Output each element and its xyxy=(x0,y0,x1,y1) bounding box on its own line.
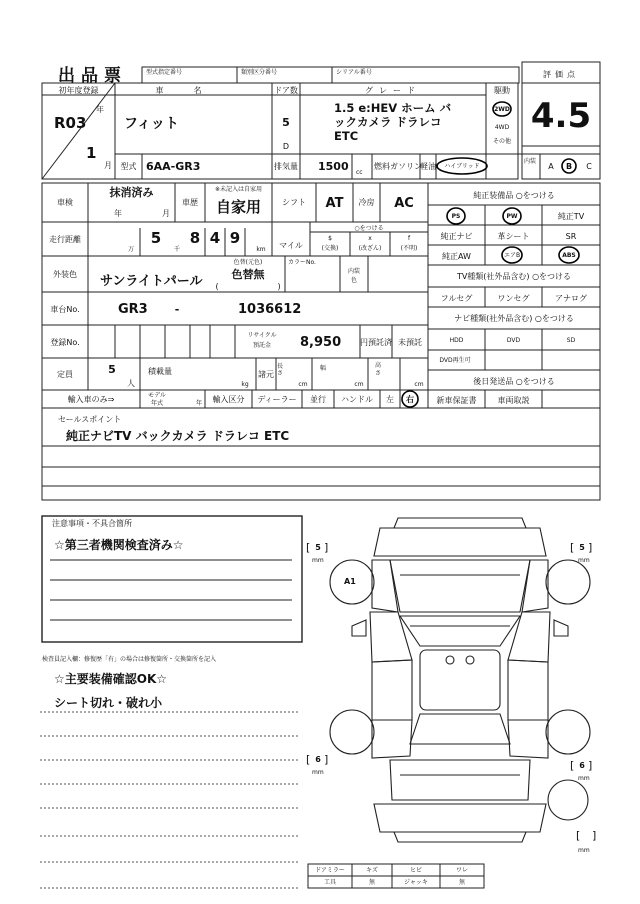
later-warranty: 新車保証書 xyxy=(436,395,477,405)
handle-label: ハンドル xyxy=(341,394,373,404)
load-kg-unit: kg xyxy=(241,380,249,388)
recycle-label-1: リサイクル xyxy=(247,331,277,339)
tire-spare-bracket-close: ] xyxy=(592,828,597,842)
interior-grade-a: A xyxy=(548,161,554,171)
color-value: サンライトパール xyxy=(100,273,203,289)
tire-spare-bracket-open: [ xyxy=(576,828,581,842)
drive-2wd: 2WD xyxy=(494,105,510,113)
tire-fr-depth: 5 xyxy=(579,542,585,552)
recycle-unpaid: 未預託 xyxy=(398,337,422,347)
footer-scratch: キズ xyxy=(366,866,378,874)
navi-type-title: ナビ種類(社外品含む) ○をつける xyxy=(454,313,574,323)
notes-label: 注意事項・不具合箇所 xyxy=(52,518,132,528)
exchange-label: (交換) xyxy=(321,244,339,252)
fuel-gasoline: ガソリン xyxy=(390,161,422,171)
import-parallel: 並行 xyxy=(310,394,326,404)
drive-label: 駆動 xyxy=(494,85,510,95)
chassis-number: 1036612 xyxy=(238,301,302,317)
handle-right: 右 xyxy=(406,394,414,404)
equipment-title: 純正装備品 ○をつける xyxy=(473,190,555,200)
chassis-label: 車台No. xyxy=(50,304,80,314)
navi-sd: SD xyxy=(566,336,576,344)
mileage-digit-1: 8 xyxy=(189,229,201,247)
drive-other: その他 xyxy=(492,137,511,145)
modified-symbol: x xyxy=(368,234,372,242)
damage-mark-a1: A1 xyxy=(344,576,356,586)
mileage-label: 走行距離 xyxy=(49,234,81,244)
form-title: 出品票 xyxy=(58,65,127,86)
inspector-label: 検査員記入欄：修復歴「有」の場合は修復箇所・交換箇所を記入 xyxy=(42,655,217,663)
equip-leather: 革シート xyxy=(497,231,530,241)
capacity-label: 定員 xyxy=(57,369,73,379)
interior-grade-c: C xyxy=(586,161,592,171)
tire-rl-mm: mm xyxy=(312,768,324,776)
modified-label: (改ざん) xyxy=(358,244,382,252)
equip-navi: 純正ナビ xyxy=(440,231,473,241)
equip-tv: 純正TV xyxy=(557,211,585,221)
drive-4wd: 4WD xyxy=(494,123,510,131)
score-value: 4.5 xyxy=(530,96,592,136)
tire-fr-bracket-close: ] xyxy=(588,540,593,554)
equip-airbag: エアB xyxy=(503,251,521,259)
shift-value: AT xyxy=(325,195,344,211)
tv-oneseg: ワンセグ xyxy=(497,293,530,303)
length-label: 長さ xyxy=(276,363,283,377)
later-manual: 車両取説 xyxy=(497,395,530,405)
ac-value: AC xyxy=(394,195,414,211)
tire-fl-mm: mm xyxy=(312,556,324,564)
tire-rl-depth: 6 xyxy=(315,754,321,764)
tv-type-title: TV種類(社外品含む) ○をつける xyxy=(456,271,572,281)
footer-jack-value: 無 xyxy=(458,878,465,886)
grade-label: グレード xyxy=(365,85,421,95)
serial-label: シリアル番号 xyxy=(336,68,372,76)
sales-point-label: セールスポイント xyxy=(58,414,122,424)
tire-rr-bracket-close: ] xyxy=(588,758,593,772)
mileage-digit-3: 9 xyxy=(229,229,241,247)
recycle-value: 8,950 xyxy=(300,334,342,350)
shift-label: シフト xyxy=(282,197,306,207)
navi-hdd: HDD xyxy=(449,336,464,344)
footer-broken: ワレ xyxy=(455,866,468,874)
unit-man: 万 xyxy=(127,245,134,253)
color-label: 外装色 xyxy=(53,269,77,279)
car-name: フィット xyxy=(124,116,179,132)
equip-ps: PS xyxy=(451,212,461,220)
history-note: ※未記入は自家用 xyxy=(214,185,263,193)
tire-rr-depth: 6 xyxy=(579,760,585,770)
ac-label: 冷房 xyxy=(358,197,375,207)
tire-rl-bracket-close: ] xyxy=(324,752,329,766)
height-cm: cm xyxy=(414,380,424,388)
model-label: 型式 xyxy=(120,161,137,171)
tire-fl-bracket-open: [ xyxy=(306,540,311,554)
interior-grade-b: B xyxy=(565,161,573,171)
exchange-symbol: $ xyxy=(328,234,332,242)
inspection-month-unit: 月 xyxy=(162,208,170,218)
chassis-prefix: GR3 xyxy=(118,301,148,317)
tv-analog: アナログ xyxy=(555,293,587,303)
grade-line-1: 1.5 e:HEV ホーム バ xyxy=(334,101,452,115)
tv-fullseg: フルセグ xyxy=(440,293,473,303)
reg-month: 1 xyxy=(86,144,97,162)
interior-color-label-1: 内装 xyxy=(347,267,360,275)
first-reg-label: 初年度登録 xyxy=(58,85,99,95)
model-year-label-2: 年式 xyxy=(150,399,163,407)
tire-fr-mm: mm xyxy=(578,556,590,564)
import-class-label: 輸入区分 xyxy=(212,394,245,404)
inspection-year-unit: 年 xyxy=(114,208,122,218)
footer-crack: ヒビ xyxy=(409,866,422,874)
original-color-label: 色替(元色) xyxy=(233,258,263,266)
color-no-label: カラーNo. xyxy=(288,258,316,266)
sales-point-text: 純正ナビTV バックカメラ ドラレコ ETC xyxy=(66,428,290,443)
mileage-mark-note: ○をつける xyxy=(354,224,384,232)
original-color-value: 色替無 xyxy=(231,268,265,281)
inspection-status: 抹消済み xyxy=(109,186,154,199)
dims-label: 諸元 xyxy=(258,369,274,379)
navi-dvd: DVD xyxy=(506,336,521,344)
equip-pw: PW xyxy=(506,212,518,220)
score-label: 評価点 xyxy=(543,69,579,79)
paren-close: ) xyxy=(277,281,281,291)
inspector-line-1: ☆主要装備確認OK☆ xyxy=(54,671,168,686)
grade-line-3: ETC xyxy=(334,129,359,143)
fuel-hybrid: ハイブリッド xyxy=(444,162,480,170)
tire-fl-bracket-close: ] xyxy=(324,540,329,554)
reg-era: R03 xyxy=(54,114,87,132)
width-label: 幅 xyxy=(319,364,326,372)
dvd-player: DVD再生可 xyxy=(439,356,471,364)
height-label-1: 高 xyxy=(374,361,381,369)
tire-rr-mm: mm xyxy=(578,774,590,782)
mileage-digit-man: 5 xyxy=(150,229,162,247)
unknown-symbol: f xyxy=(407,234,411,242)
tire-spare-mm: mm xyxy=(578,846,590,854)
reg-month-unit: 月 xyxy=(104,160,112,170)
recycle-label-2: 預託金 xyxy=(252,341,271,349)
chassis-dash: - xyxy=(174,302,180,316)
km-unit: km xyxy=(256,245,266,253)
mile-label: マイル xyxy=(279,240,303,250)
fuel-label: 燃料 xyxy=(374,161,390,171)
handle-left: 左 xyxy=(386,394,394,404)
mileage-digit-2: 4 xyxy=(209,229,221,247)
displacement-value: 1500 xyxy=(318,159,349,173)
paren-open: ( xyxy=(215,281,219,291)
load-label: 積載量 xyxy=(148,366,172,376)
capacity-value: 5 xyxy=(108,362,116,376)
interior-label: 内装 xyxy=(523,157,536,165)
door-suffix: D xyxy=(282,141,290,151)
later-items-title: 後日発送品 ○をつける xyxy=(473,376,555,386)
fuel-diesel: 軽油 xyxy=(420,161,436,171)
tire-fr-bracket-open: [ xyxy=(570,540,575,554)
tire-rl-bracket-open: [ xyxy=(306,752,311,766)
model-year-label-1: モデル xyxy=(148,391,166,399)
equip-aw: 純正AW xyxy=(442,251,471,261)
registration-label: 登録No. xyxy=(50,337,80,347)
import-label: 輸入車のみ⇒ xyxy=(67,394,115,404)
notes-line-1: ☆第三者機関検査済み☆ xyxy=(54,537,184,552)
unit-sen: 千 xyxy=(173,245,180,253)
doors-value: 5 xyxy=(282,115,290,129)
import-dealer: ディーラー xyxy=(257,394,297,404)
equip-sr: SR xyxy=(565,231,577,241)
unknown-label: (不明) xyxy=(400,244,418,252)
footer-tools-value: 無 xyxy=(368,878,375,886)
grade-line-2: ックカメラ ドラレコ xyxy=(334,115,442,129)
history-label: 車歴 xyxy=(182,197,198,207)
interior-color-label-2: 色 xyxy=(350,276,357,284)
type-cert-label: 型式指定番号 xyxy=(146,68,183,76)
equip-abs: ABS xyxy=(562,251,576,259)
length-cm: cm xyxy=(298,380,308,388)
history-value: 自家用 xyxy=(215,197,261,216)
inspector-line-2: シート切れ・破れ小 xyxy=(54,695,163,710)
model-value: 6AA-GR3 xyxy=(146,159,201,173)
inspection-label: 車検 xyxy=(57,197,73,207)
car-name-label: 車名 xyxy=(155,85,232,95)
reg-year-unit: 年 xyxy=(96,104,104,114)
width-cm: cm xyxy=(354,380,364,388)
capacity-unit: 人 xyxy=(127,378,135,388)
footer-tools-label: 工具 xyxy=(323,878,336,886)
footer-mirror: ドアミラー xyxy=(315,866,345,874)
model-year-unit: 年 xyxy=(195,399,202,407)
cc-unit: cc xyxy=(356,168,363,176)
footer-jack-label: ジャッキ xyxy=(404,878,428,886)
class-label: 類別区分番号 xyxy=(241,68,278,76)
height-label-2: さ xyxy=(374,369,381,377)
doors-label: ドア数 xyxy=(274,85,298,95)
recycle-paid: 円預託済 xyxy=(360,337,392,347)
displacement-label: 排気量 xyxy=(274,161,298,171)
tire-rr-bracket-open: [ xyxy=(570,758,575,772)
tire-fl-depth: 5 xyxy=(315,542,321,552)
